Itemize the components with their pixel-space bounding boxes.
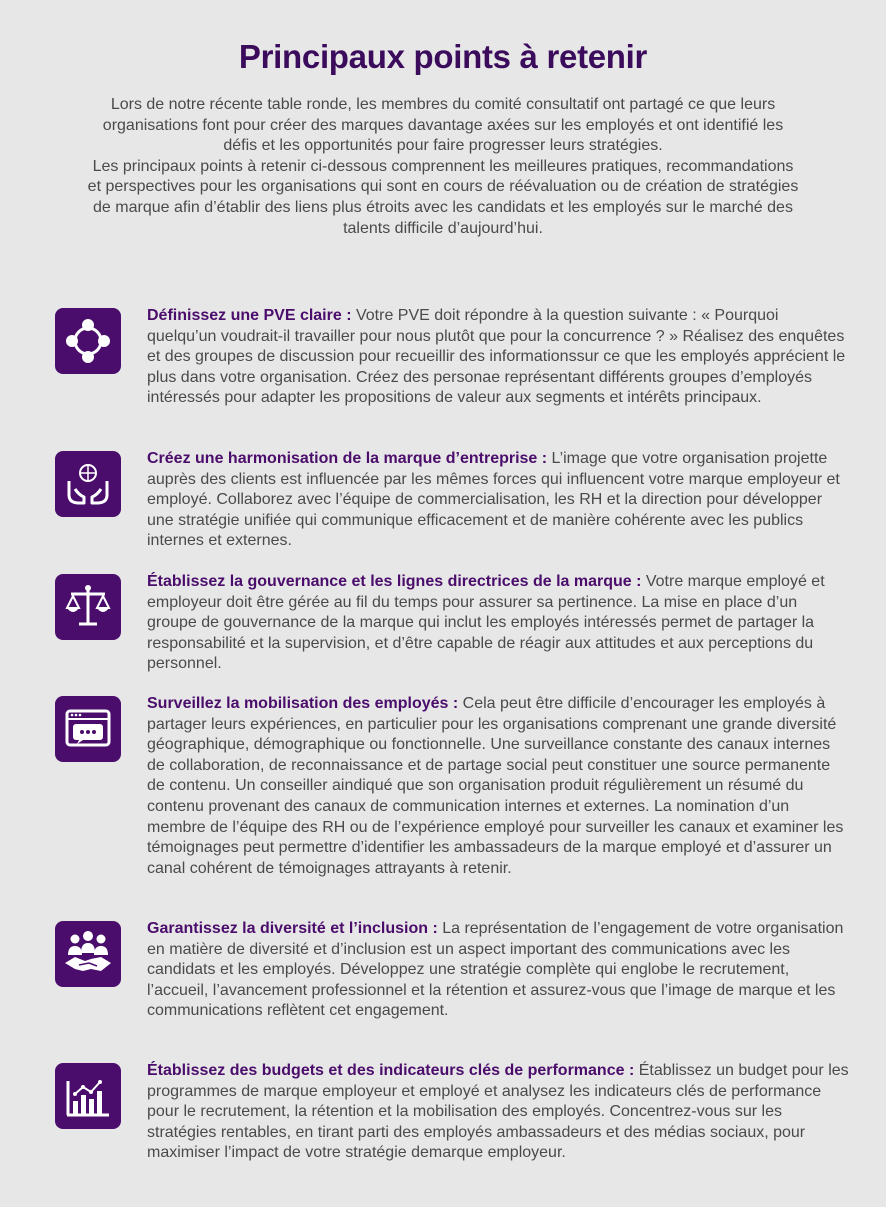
- takeaway-heading: Garantissez la diversité et l’inclusion :: [147, 920, 438, 937]
- takeaway-text: [147, 572, 851, 675]
- takeaway-body: Votre PVE doit répondre à la question suivante : « Pourquoi quelqu’un voudrait-il travailler pour nous plutôt que pour la concurrence ? » Réalisez des enquêtes et des groupes de discussion pour recueillir des informationssur ce que les employés apprécient le plus dans votre organisation. Créez des personae représentant différents groupes d’employés intéressés pour adapter les propositions de valeur aux segments et intérêts principaux.: [147, 307, 846, 407]
- takeaway-text: [147, 1061, 851, 1164]
- takeaway-body: Cela peut être difficile d’encourager les employés à partager leurs expériences, en particulier pour les organisations comprenant une grande diversité géographique, démographique ou fonctionnelle. Une surveillance constante des canaux internes de collaboration, de reconnaissance et de partage social peut constituer une source permanente de contenu. Un conseiller aindiqué que son organisation produit régulièrement un résumé du contenu provenant des canaux de communication internes et externes. La nomination d’un membre de l’équipe des RH ou de l’expérience employé pour surveiller les canaux et examiner les témoignages peut permettre d’identifier les ambassadeurs de la marque employé et d’assurer un canal cohérent de témoignages attrayants à retenir.: [147, 695, 844, 877]
- takeaway-text: [147, 449, 851, 552]
- intro-text: [86, 95, 800, 239]
- takeaway-heading: Établissez la gouvernance et les lignes directrices de la marque :: [147, 573, 642, 590]
- browser-chat-icon: [55, 696, 121, 762]
- intro-paragraph-2: Les principaux points à retenir ci-dessous comprennent les meilleures pratiques, recommandations et perspectives pour les organisations qui sont en cours de réévaluation ou de création de stratégies de marque afin d’établir des liens plus étroits avec les candidats et les employés sur le marché des talents difficile d’aujourd’hui.: [87, 157, 799, 237]
- takeaway-body: L’image que votre organisation projette auprès des clients est influencée par les mêmes forces qui influencent votre marque employeur et employé. Collaborez avec l’équipe de commercialisation, les RH et la direction pour développer une stratégie unifiée qui communique efficacement et de manière cohérente avec les publics internes et externes.: [147, 450, 840, 550]
- takeaway-text: [147, 694, 851, 879]
- hands-globe-icon: [55, 451, 121, 517]
- people-circle-icon: [55, 308, 121, 374]
- page-title: Principaux points à retenir: [238, 38, 648, 75]
- takeaway-body: La représentation de l’engagement de votre organisation en matière de diversité et d’inclusion est un aspect important des communications avec les candidats et les employés. Développez une stratégie complète qui englobe le recrutement, l’accueil, l’avancement professionnel et la rétention et assurez-vous que l’image de marque et les communications reflètent cet engagement.: [147, 920, 844, 1020]
- takeaway-text: [147, 306, 851, 409]
- scales-icon: [55, 574, 121, 640]
- takeaway-body: Établissez un budget pour les programmes de marque employeur et employé et analysez les indicateurs clés de performance pour le recrutement, la rétention et la mobilisation des employés. Concentrez-vous sur les stratégies rentables, en tirant parti des employés ambassadeurs et des médias sociaux, pour maximiser l’impact de votre stratégie demarque employeur.: [147, 1062, 849, 1162]
- handshake-group-icon: [55, 921, 121, 987]
- takeaway-heading: Définissez une PVE claire :: [147, 307, 352, 324]
- takeaway-heading: Établissez des budgets et des indicateurs clés de performance :: [147, 1062, 635, 1079]
- takeaway-heading: Surveillez la mobilisation des employés :: [147, 695, 459, 712]
- intro-paragraph-1: Lors de notre récente table ronde, les membres du comité consultatif ont partagé ce que leurs organisations font pour créer des marques davantage axées sur les employés et ont identifié les défis et les opportunités pour faire progresser leurs stratégies.: [102, 96, 784, 155]
- takeaway-body: Votre marque employé et employeur doit être gérée au fil du temps pour assurer sa pertinence. La mise en place d’un groupe de gouvernance de la marque qui inclut les employés intéressés permet de partager la responsabilité et la supervision, et d’être capable de réagir aux attitudes et aux perceptions du personnel.: [147, 573, 825, 673]
- takeaway-heading: Créez une harmonisation de la marque d’entreprise :: [147, 450, 548, 467]
- takeaway-text: [147, 919, 851, 1022]
- bar-chart-icon: [55, 1063, 121, 1129]
